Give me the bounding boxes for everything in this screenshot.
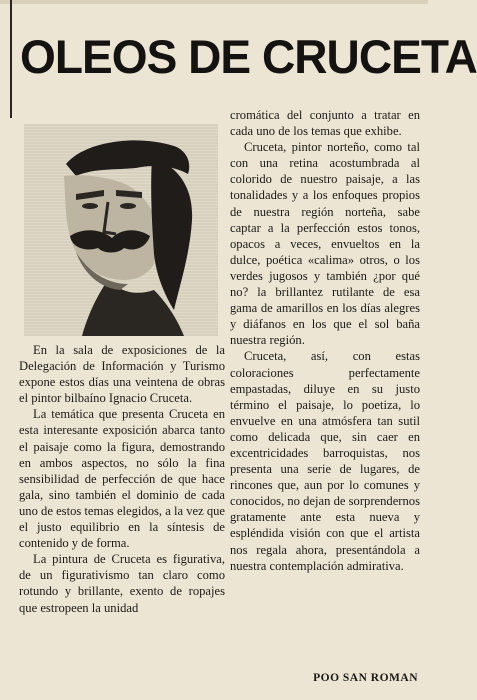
byline: POO SAN ROMAN — [313, 672, 418, 684]
article-right-column — [230, 107, 420, 574]
article-paragraph: En la sala de exposiciones de la Delegación de Información y Turismo expone estos días una veintena de obras el pintor bilbaíno Ignacio Cruceta. — [19, 343, 225, 406]
article-left-column — [19, 342, 225, 616]
article-paragraph: La pintura de Cruceta es figurativa, de un figurativismo tan claro como rotundo y brillante, exento de ropajes que estropeen la unidad — [19, 552, 225, 615]
article-paragraph: Cruceta, pintor norteño, como tal con una retina acostumbrada al colorido de nuestro paisaje, a las tonalidades y a los enfoques propios de nuestra región norteña, sabe captar a la perfección estos tonos, opacos a veces, envueltos en la dulce, poética «calima» otros, o los verdes jugosos y también ¿por qué no? la brillantez rutilante de esa gama de amarillos en los días alegres y diáfanos en los que el sol baña nuestra región. — [230, 140, 420, 348]
article-paragraph: cromática del conjunto a tratar en cada uno de los temas que exhibe. — [230, 108, 420, 139]
article-paragraph: Cruceta, así, con estas coloraciones perfectamente empastadas, diluye en su justo término el paisaje, lo poetiza, lo envuelve en una atmósfera tan sutil como delicada que, sin caer en excentricidades barroquistas, nos presenta una serie de lugares, de rincones que, aun por lo comunes y conocidos, no dejan de sorprendernos gratamente ante esta nueva y espléndida visión con que el artista nos regala ahora, presentándola a nuestra contemplación admirativa. — [230, 349, 420, 573]
artist-portrait — [24, 124, 218, 336]
top-rule — [0, 0, 428, 4]
left-column-rule — [10, 0, 12, 118]
article-paragraph: La temática que presenta Cruceta en esta interesante exposición abarca tanto el paisaje como la figura, demostrando en ambos aspectos, no sólo la fina sensibilidad de perfección de que hace gala, sino también el dominio de cada uno de estos temas elegidos, a la vez que el justo equilibrio en la síntesis de contenido y de forma. — [19, 407, 225, 551]
headline: OLEOS DE CRUCETA — [20, 30, 477, 83]
portrait-drawing-icon — [24, 124, 218, 336]
